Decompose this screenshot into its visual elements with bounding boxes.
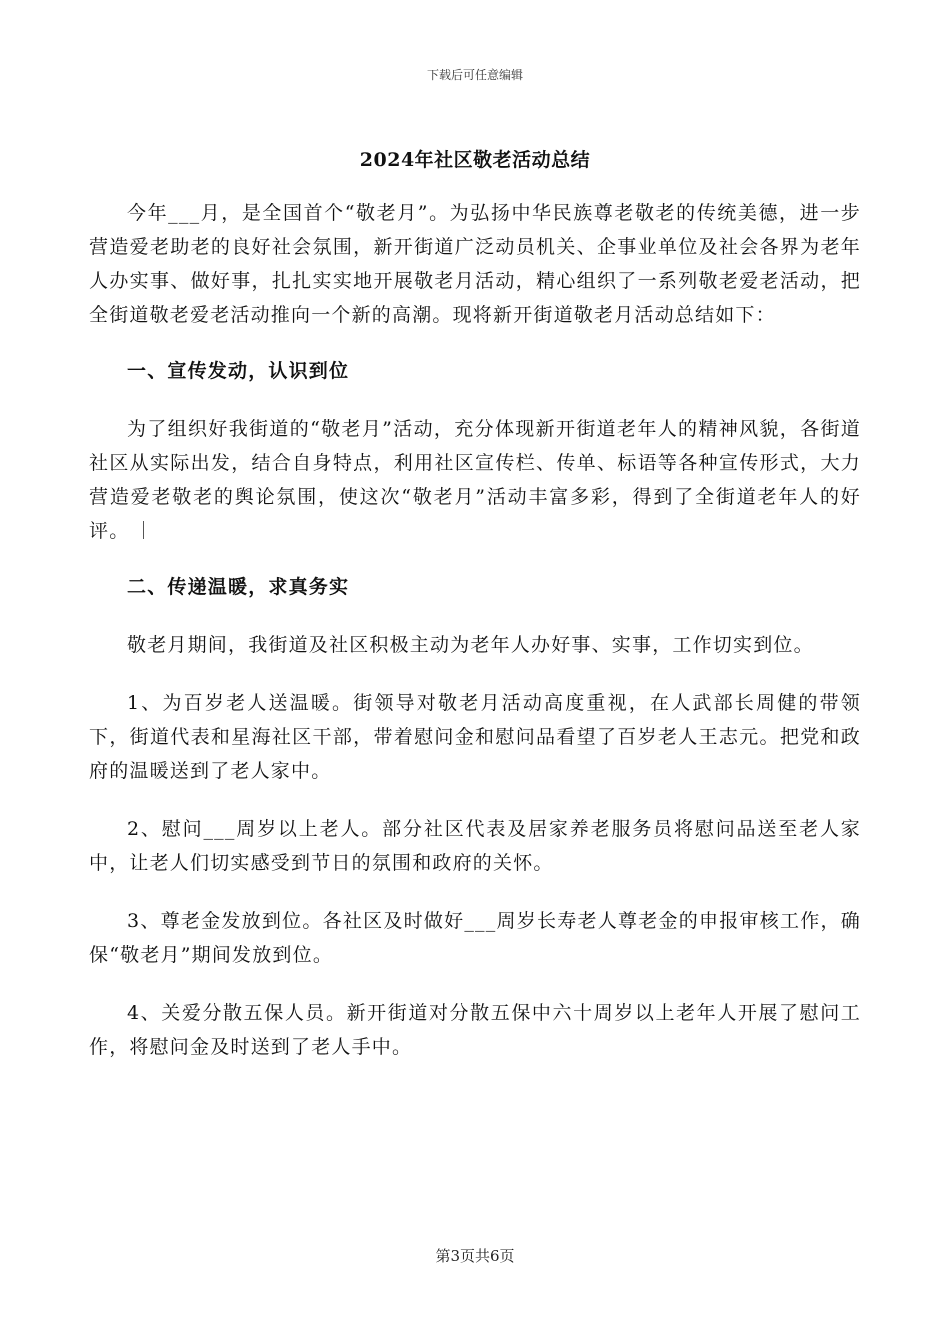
document-body [89,196,861,1064]
list-item: 4、关爱分散五保人员。新开街道对分散五保中六十周岁以上老年人开展了慰问工作，将慰问金及时送到了老人手中。 [89,1002,861,1058]
section-2-heading: 二、传递温暖，求真务实 [127,576,350,598]
text-cursor [143,521,144,539]
list-item: 1、为百岁老人送温暖。街领导对敬老月活动高度重视，在人武部长周健的带领下，街道代表和星海社区干部，带着慰问金和慰问品看望了百岁老人王志元。把党和政府的温暖送到了老人家中。 [89,692,861,782]
header-note: 下载后可任意编辑 [426,68,523,82]
section-1-paragraph [89,412,861,548]
intro-paragraph: 今年___月，是全国首个“敬老月”。为弘扬中华民族尊老敬老的传统美德，进一步营造爱老助老的良好社会氛围，新开街道广泛动员机关、企事业单位及社会各界为老年人办实事、做好事，扎扎实实地开展敬老月活动，精心组织了一系列敬老爱老活动，把全街道敬老爱老活动推向一个新的高潮。现将新开街道敬老月活动总结如下： [89,202,861,326]
section-1-heading: 一、宣传发动，认识到位 [127,360,350,382]
page-number: 第3页共6页 [435,1247,515,1265]
document-title: 2024年社区敬老活动总结 [359,149,591,171]
section-2-paragraph: 敬老月期间，我街道及社区积极主动为老年人办好事、实事，工作切实到位。 [127,634,814,656]
section-1-text: 为了组织好我街道的“敬老月”活动，充分体现新开街道老年人的精神风貌，各街道社区从实际出发，结合自身特点，利用社区宣传栏、传单、标语等各种宣传形式，大力营造爱老敬老的舆论氛围，使这次“敬老月”活动丰富多彩，得到了全街道老年人的好评。 [89,418,861,542]
list-item: 3、尊老金发放到位。各社区及时做好___周岁长寿老人尊老金的申报审核工作，确保“敬老月”期间发放到位。 [89,910,861,966]
list-item: 2、慰问___周岁以上老人。部分社区代表及居家养老服务员将慰问品送至老人家中，让老人们切实感受到节日的氛围和政府的关怀。 [89,818,861,874]
